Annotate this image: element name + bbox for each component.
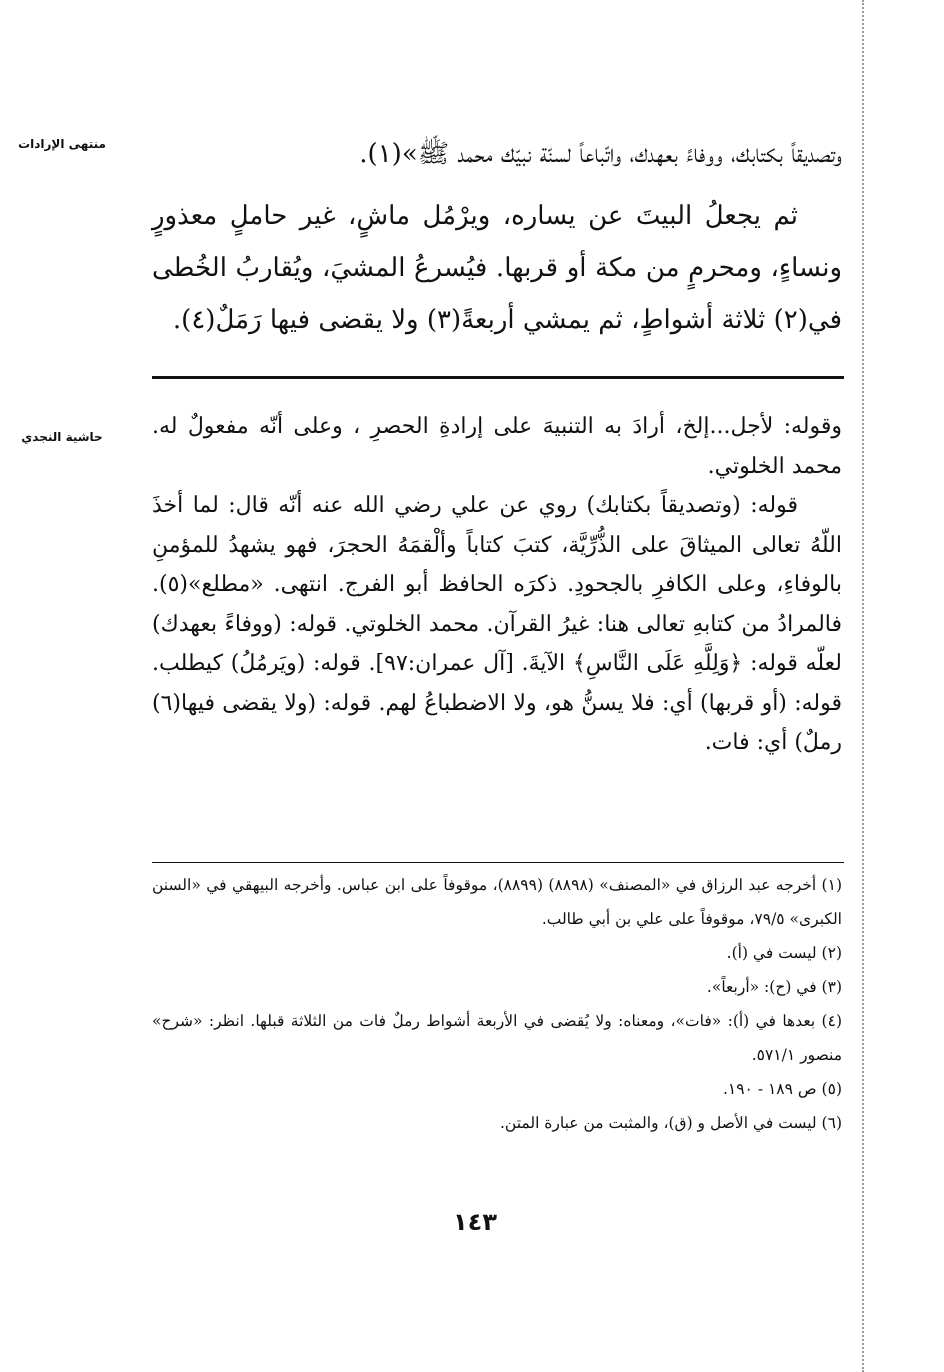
main-text-line: وتصديقاً بكتابك، ووفاءً بعهدك، واتّباعاً لسنّة نبيّك محمد ﷺ»(١). <box>359 139 842 169</box>
main-text-paragraph: ثم يجعلُ البيتَ عن يساره، ويرْمُل ماشٍ، غير حاملٍ معذورٍ ونساءٍ، ومحرمٍ من مكة أو قربها. فيُسرعُ المشيَ، ويُقاربُ الخُطى في(٢) ثلاثة أشواطٍ، ثم يمشي أربعةً(٣) ولا يقضى فيها رَمَلٌ(٤). <box>152 201 842 335</box>
commentary-paragraph: وقوله: لأجل...إلخ، أرادَ به التنبيهَ على إرادةِ الحصرِ ، وعلى أنّه مفعولٌ له. محمد الخلوتي. <box>152 414 842 479</box>
side-label-book-title: منتهى الإرادات <box>18 137 106 151</box>
main-text-separator <box>152 376 844 379</box>
commentary-paragraph: قوله: (وتصديقاً بكتابك) روي عن علي رضي الله عنه أنّه قال: لما أخذَ اللّهُ تعالى الميثاقَ على الذُّرِّيَّة، كتبَ كتاباً وألْقمَهُ الحجرَ، فهو يشهدُ للمؤمنِ بالوفاءِ، وعلى الكافرِ بالجحودِ. ذكرَه الحافظ أبو الفرج. انتهى. «مطلع»(٥). فالمرادُ من كتابهِ تعالى هنا: غيرُ القرآن. محمد الخلوتي. قوله: (ووفاءً بعهدك) لعلّه قوله: ﴿وَلِلَّهِ عَلَى النَّاسِ﴾ الآيةَ. [آل عمران:٩٧]. قوله: (ويَرمُلُ) كيطلب. قوله: (أو قربها) أي: فلا يسنُّ هو، ولا الاضطباعُ لهم. قوله: (ولا يقضى فيها(٦) رملٌ) أي: فات. <box>152 493 842 755</box>
side-label-commentary-title: حاشية النجدي <box>21 430 103 444</box>
footnote: (٥) ص ١٨٩ - ١٩٠. <box>722 1080 842 1098</box>
footnote: (١) أخرجه عبد الرزاق في «المصنف» (٨٨٩٨) (٨٨٩٩)، موقوفاً على ابن عباس. وأخرجه البيهقي في «السنن الكبرى» ٧٩/٥، موقوفاً على علي بن أبي طالب. <box>152 876 842 928</box>
margin-dotted-line <box>862 0 864 1372</box>
footnote: (٦) ليست في الأصل و (ق)، والمثبت من عبارة المتن. <box>499 1114 842 1132</box>
footnote-separator <box>152 862 844 863</box>
footnotes <box>152 868 842 1140</box>
footnote: (٢) ليست في (أ). <box>726 944 842 962</box>
main-text <box>152 128 842 346</box>
commentary-text <box>152 407 842 763</box>
footnote: (٤) بعدها في (أ): «فات»، ومعناه: ولا يُقضى في الأربعة أشواط رملٌ فات من الثلاثة قبلها. انظر: «شرح» منصور ٥٧١/١. <box>152 1012 842 1064</box>
footnote: (٣) في (ح): «أربعاً». <box>706 978 842 996</box>
page-number: ١٤٣ <box>453 1208 497 1236</box>
